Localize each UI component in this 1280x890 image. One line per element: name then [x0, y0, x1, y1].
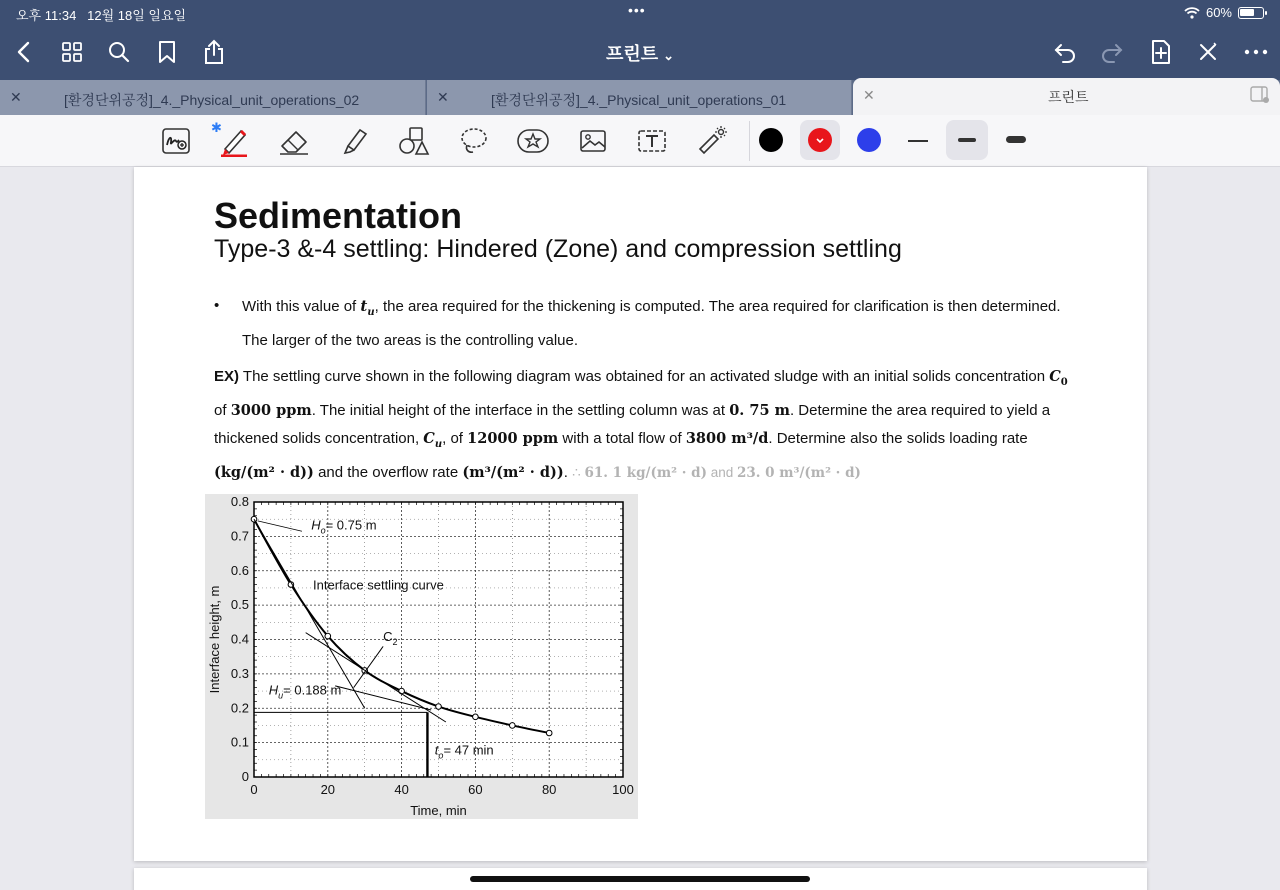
y-tick-label: 0.1 [230, 734, 249, 750]
color-swatch-blue[interactable] [857, 128, 881, 152]
y-tick-label: 0.3 [230, 665, 249, 681]
home-indicator[interactable] [470, 876, 810, 882]
split-view-icon[interactable] [1250, 86, 1270, 104]
shapes-tool-icon[interactable] [396, 123, 432, 159]
y-tick-label: 0.4 [230, 631, 249, 647]
y-tick-label: 0.2 [230, 700, 249, 716]
tab-bar [0, 80, 1280, 115]
chevron-down-icon: ⌄ [663, 48, 675, 63]
eraser-tool-icon[interactable] [276, 123, 312, 159]
bullet-paragraph: • With this value of $t_u$, the area required for the thickening is computed. The area required for clarification is then determined. The larger of the two areas is the controlling value. [214, 297, 1061, 349]
y-tick-label: 0 [241, 769, 249, 784]
laser-pointer-icon[interactable] [694, 123, 730, 159]
highlighter-tool-icon[interactable] [337, 123, 373, 159]
settling-curve-chart [205, 494, 638, 819]
hu-label: $H_u= 0.188$ m [268, 682, 342, 701]
more-icon[interactable] [1242, 38, 1270, 66]
data-point [325, 633, 331, 639]
answer-hint: ∴ 61. 1 kg/(m² · d) and 23. 0 m³/(m² · d) [572, 465, 861, 481]
x-tick-label: 60 [468, 782, 483, 797]
stroke-thick[interactable] [1006, 136, 1026, 143]
grid-view-icon[interactable] [58, 38, 86, 66]
share-icon[interactable] [200, 38, 228, 66]
close-icon[interactable]: ✕ [863, 87, 875, 103]
back-icon[interactable] [10, 38, 38, 66]
redo-icon[interactable] [1098, 38, 1126, 66]
color-swatch-red[interactable] [808, 128, 832, 152]
x-tick-label: 40 [394, 782, 409, 797]
undo-icon[interactable] [1051, 38, 1079, 66]
battery-percent: 60% [1205, 5, 1232, 20]
multitask-dots[interactable]: ••• [628, 2, 646, 18]
tab-physical-01[interactable]: ✕ [환경단위공정]_4._Physical_unit_operations_01 [427, 80, 852, 115]
wifi-icon [1184, 7, 1200, 19]
page-title: Sedimentation [214, 195, 463, 236]
sticker-tool-icon[interactable] [515, 123, 551, 159]
document-page[interactable] [134, 167, 1147, 861]
data-point [510, 723, 516, 729]
handwriting-icon[interactable] [158, 123, 194, 159]
example-problem: EX) The settling curve shown in the following diagram was obtained for an activated sludge with an initial solids concentration $C_0$ of 3000 ppm. The initial height of the interface in the settling column was at 0. 75 m. Determine the area required to yield a thickened solids concentration, $C_u$, of 12000 ppm with a total flow of 3800 m³/d. Determine also the solids loading rate (kg/(m² · d)) and the overflow rate (m³/(m² · d)). ∴ 61. 1 kg/(m² · d) and 23. 0 m³/(m² · d) [214, 368, 1068, 481]
navigation-bar [0, 26, 1280, 80]
curve-label: Interface settling curve [313, 577, 444, 593]
pen-tool-icon[interactable] [216, 123, 252, 159]
data-point [473, 714, 479, 720]
search-icon[interactable] [105, 38, 133, 66]
x-tick-label: 0 [250, 782, 258, 797]
close-pen-icon[interactable] [1194, 38, 1222, 66]
lasso-tool-icon[interactable] [456, 123, 492, 159]
annotation-toolbar [0, 115, 1280, 167]
y-axis-label: Interface height, m [207, 585, 222, 694]
y-tick-label: 0.6 [230, 562, 249, 578]
toolbar-divider [749, 121, 750, 161]
bookmark-icon[interactable] [153, 38, 181, 66]
y-tick-label: 0.5 [230, 597, 249, 613]
page-subtitle: Type-3 &-4 settling: Hindered (Zone) and compression settling [214, 235, 902, 263]
stroke-thin[interactable] [908, 140, 928, 142]
text-tool-icon[interactable] [634, 123, 670, 159]
status-bar [0, 0, 1280, 26]
chevron-down-icon [808, 128, 832, 152]
x-axis-label: Time, min [410, 803, 467, 818]
data-point [436, 704, 442, 710]
x-tick-label: 80 [541, 782, 557, 797]
tu-label: $t_o= 47$ min [434, 742, 494, 761]
stroke-medium [958, 138, 976, 142]
stroke-medium-bg[interactable] [946, 120, 988, 160]
x-tick-label: 20 [320, 782, 336, 797]
close-icon[interactable]: ✕ [437, 89, 449, 105]
y-tick-label: 0.7 [230, 528, 249, 544]
chart-svg [205, 494, 638, 819]
tab-physical-02[interactable]: ✕ [환경단위공정]_4._Physical_unit_operations_02 [0, 80, 426, 115]
add-page-icon[interactable] [1147, 38, 1175, 66]
status-time: 오후 11:34 12월 18일 일요일 [16, 8, 187, 23]
h0-label: $H_o= 0.75$ m [311, 517, 377, 536]
color-swatch-black[interactable] [759, 128, 783, 152]
data-point [546, 730, 552, 736]
status-date: 12월 18일 일요일 [87, 8, 187, 23]
x-tick-label: 100 [612, 782, 634, 797]
c2-label: $C_2$ [383, 629, 398, 648]
tab-print[interactable]: ✕ 프린트 [853, 78, 1280, 115]
close-icon[interactable]: ✕ [10, 89, 22, 105]
bluetooth-icon: ✱ [211, 120, 222, 135]
image-tool-icon[interactable] [575, 123, 611, 159]
y-tick-label: 0.8 [230, 494, 249, 509]
battery-icon [1238, 7, 1264, 19]
document-title-menu[interactable]: 프린트 ⌄ [605, 44, 675, 64]
